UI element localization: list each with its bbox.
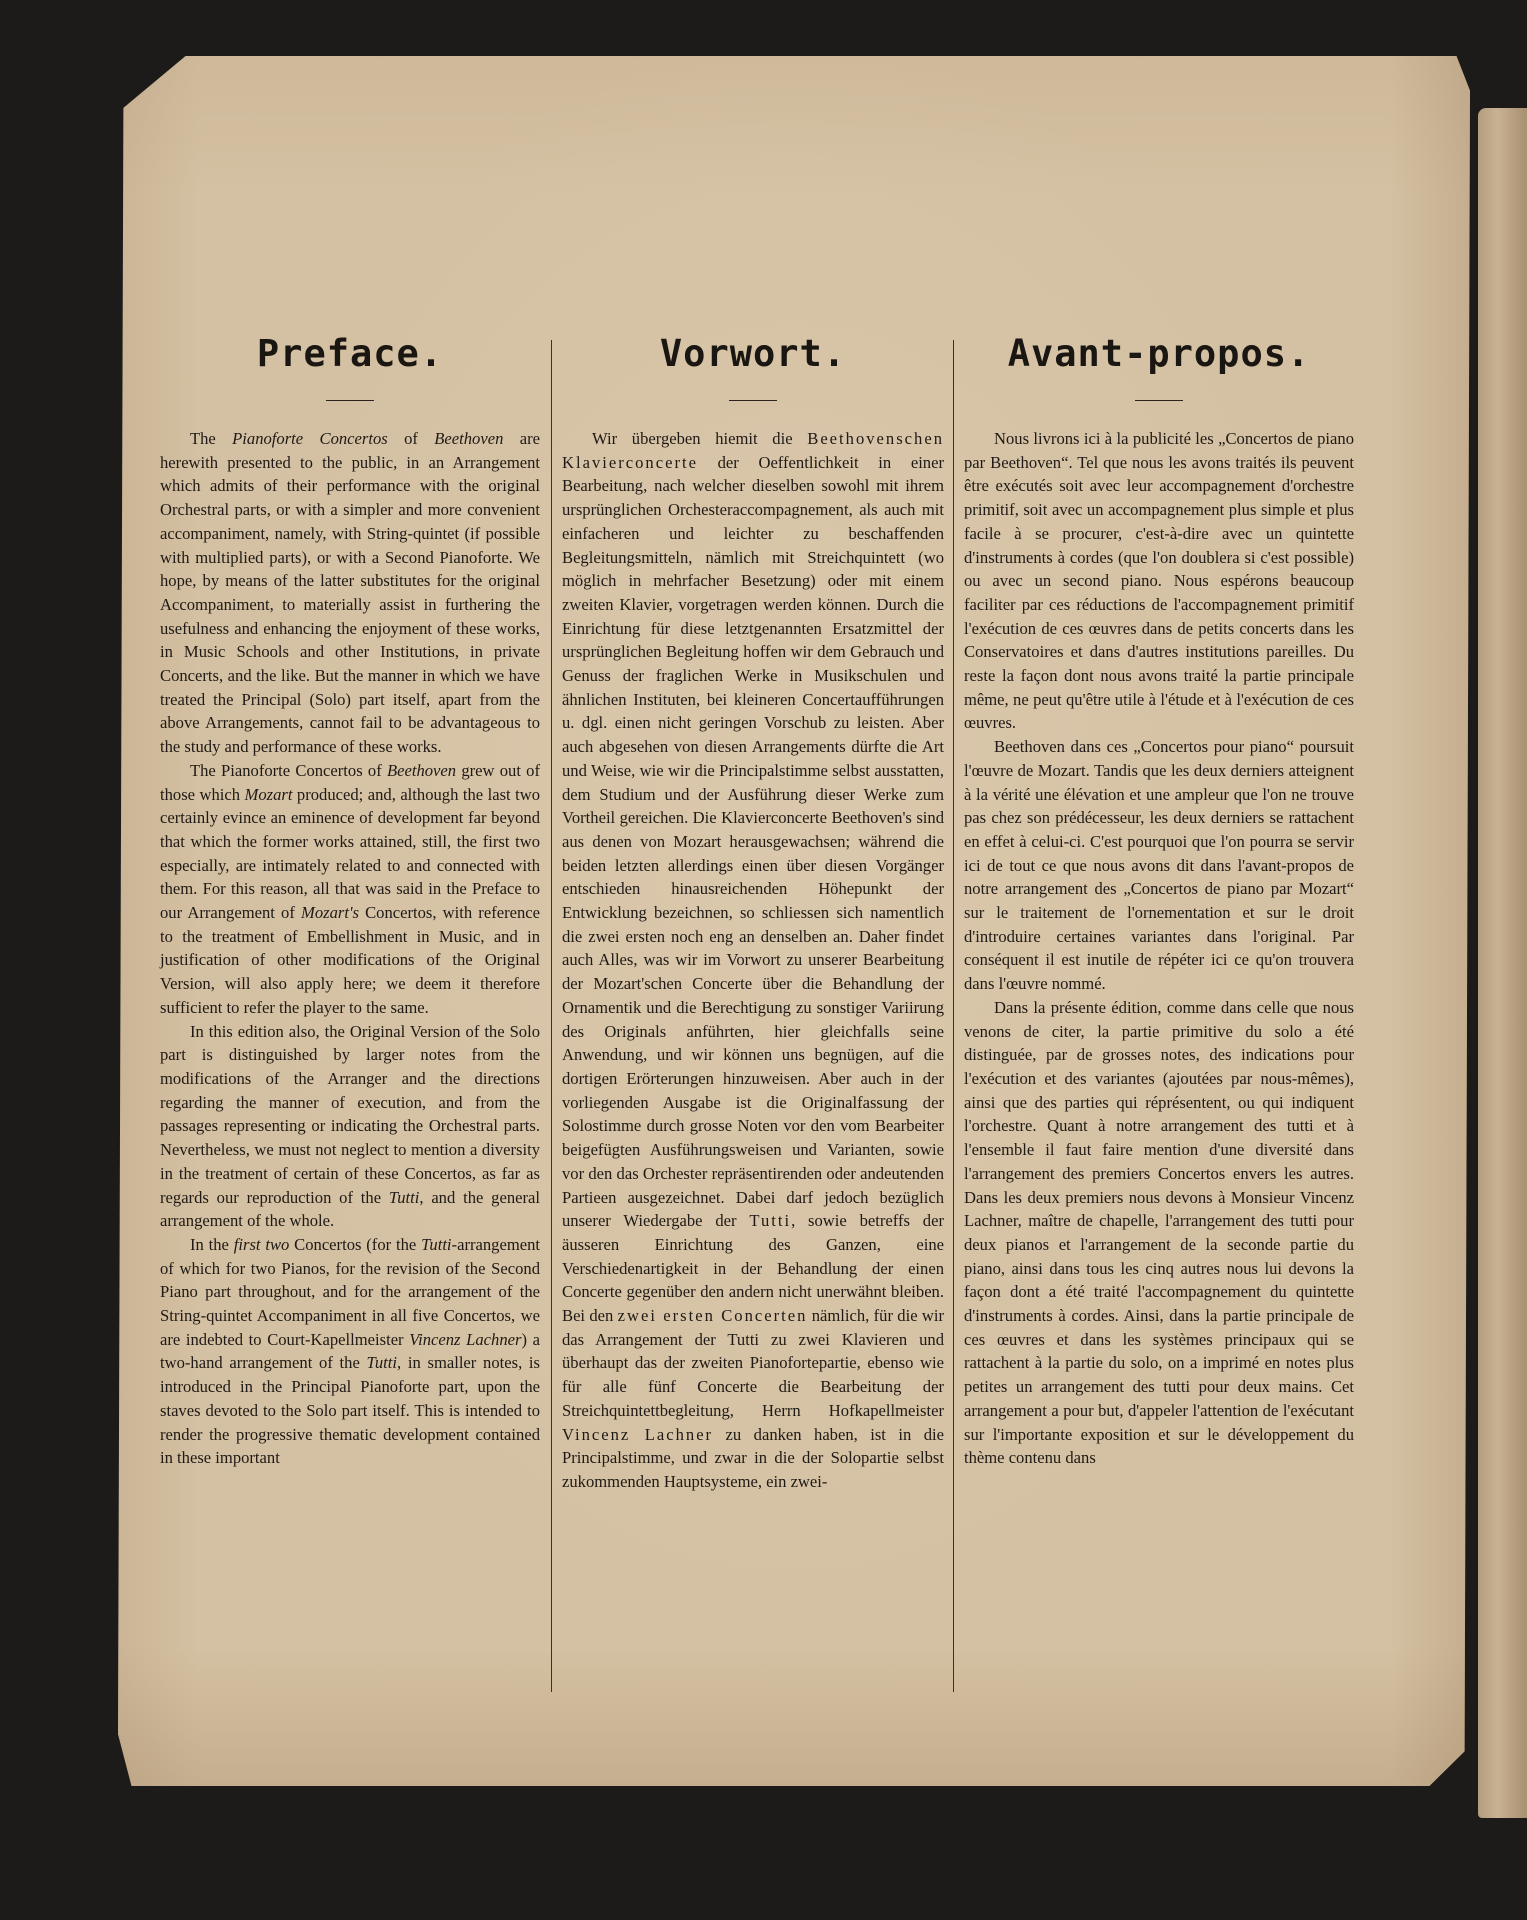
column-german (562, 330, 944, 1700)
preface-title: Preface. (256, 332, 444, 375)
preface-paragraph-2: The Pianoforte Concertos of Beethoven grew out of those which Mozart produced; and, although the last two certainly evince an eminence of development far beyond that which the former works attained, still, the first two especially, are intimately related to and connected with them. For this reason, all that was said in the Preface to our Arrangement of Mozart's Concertos, with reference to the treatment of Embellishment in Music, and in justification of other modifications of the Original Version, will also apply here; we deem it therefore sufficient to refer the player to the same. (160, 760, 541, 1017)
preface-body (160, 427, 540, 1470)
adjacent-page-edge (1478, 108, 1527, 1818)
column-french (964, 330, 1354, 1700)
preface-paragraph-4: In the first two Concertos (for the Tutti-arrangement of which for two Pianos, for the revision of the Second Piano part throughout, and for the arrangement of the String-quintet Accompaniment in all five Concertos, we are indebted to Court-Kapellmeister Vincenz Lachner) a two-hand arrangement of the Tutti, in smaller notes, is introduced in the Principal Pianoforte part, upon the staves devoted to the Solo part itself. This is intended to render the progressive thematic development contained in these important (160, 1234, 540, 1468)
avant-propos-paragraph-2: Beethoven dans ces „Concertos pour piano“ poursuit l'œuvre de Mozart. Tandis que les deux derniers atteignent à la vérité une élévation et une ampleur que l'on ne trouve pas chez son prédécesseur, les deux derniers se rattachent en effet à celui-ci. C'est pourquoi que l'on pourra se servir ici de tout ce que nous avons dit dans l'avant-propos de notre arrangement des „Concertos de piano par Mozart“ sur le traitement de l'ornementation et sur le droit d'introduire certaines variantes dans l'original. Par conséquent il est inutile de répéter ici ce qu'on trouvera dans l'œuvre nommé. (964, 737, 1354, 994)
preface-paragraph-3: In this edition also, the Original Version of the Solo part is distinguished by larger notes from the modifications of the Arranger and the directions regarding the manner of execution, and from the passages representing or indicating the Orchestral parts. Nevertheless, we must not neglect to mention a diversity in the treatment of certain of these Concertos, as far as regards our reproduction of the Tutti, and the general arrangement of the whole. (160, 1021, 541, 1231)
vorwort-title: Vorwort. (659, 332, 847, 375)
avant-propos-body (964, 427, 1354, 1470)
vorwort-body (562, 427, 944, 1494)
avant-propos-title: Avant-propos. (1007, 332, 1311, 375)
column-english (160, 330, 540, 1700)
column-divider-right (953, 340, 954, 1692)
title-rule (1135, 400, 1183, 401)
vorwort-paragraph-1: Wir übergeben hiemit die Beethovenschen Klavierconcerte der Oeffentlichkeit in einer Bearbeitung, nach welcher dieselben sowohl mit ihrem ursprünglichen Orchesteraccompagnement, als auch mit einfacheren und leichter zu beschaffenden Begleitungsmitteln, nämlich mit Streichquintett (wo möglich in mehrfacher Besetzung) oder mit einem zweiten Klavier, vorgetragen werden können. Durch die Einrichtung für diese letztgenannten Ersatzmittel der ursprünglichen Begleitung hoffen wir dem Gebrauch und Genuss der fraglichen Werke in Musikschulen und ähnlichen Instituten, bei kleineren Concertaufführungen u. dgl. einen nicht geringen Vorschub zu leisten. Aber auch abgesehen von diesen Arrangements dürfte die Art und Weise, wie wir die Principalstimme selbst ausstatten, dem Studium und der Ausführung dieser Werke zum Vortheil gereichen. Die Klavierconcerte Beethoven's sind aus denen von Mozart herausgewachsen; während die beiden letzten allerdings einen über diesen Vorgänger entschieden hinausreichenden Höhepunkt der Entwicklung bezeichnen, so schliessen sich namentlich die zwei ersten noch eng an denselben an. Daher findet auch Alles, was wir im Vorwort zu unserer Bearbeitung der Mozart'schen Concerte über die Behandlung der Ornamentik und die Berechtigung zu sonstiger Variirung des Originals anführten, hier gleichfalls seine Anwendung, und wir können uns begnügen, auf die dortigen Erörterungen hinzuweisen. Aber auch in der vorliegenden Ausgabe ist die Originalfassung der Solostimme durch grosse Noten vor den vom Bearbeiter beigefügten Ausführungsweisen und Varianten, sowie vor den das Orchester repräsentirenden oder andeutenden Partieen ausgezeichnet. Dabei darf jedoch bezüglich unserer Wiedergabe der Tutti, sowie betreffs der äusseren Einrichtung des Ganzen, eine Verschiedenartigkeit in der Behandlung der einen Concerte gegenüber den andern nicht unerwähnt bleiben. Bei den zwei ersten Concerten nämlich, für die wir das Arrangement der Tutti zu zwei Klavieren und überhaupt das der zweiten Pianofortepartie, ebenso wie für alle fünf Concerte die Bearbeitung der Streichquintettbegleitung, Herrn Hofkapellmeister Vincenz Lachner zu danken haben, ist in die Principalstimme, und zwar in die der Solopartie selbst zukommenden Hauptsysteme, ein zwei- (562, 429, 944, 1491)
title-rule (326, 400, 374, 401)
avant-propos-paragraph-1: Nous livrons ici à la publicité les „Concertos de piano par Beethoven“. Tel que nous les avons traités ils peuvent être exécutés soit avec leur accompagnement d'orchestre primitif, soit avec un accompagnement plus simple et plus facile à se procurer, c'est-à-dire avec un quintette d'instruments à cordes (que l'on doublera si c'est possible) ou avec un second piano. Nous espérons beaucoup faciliter par ces réductions de l'accompagnement primitif l'exécution de ces œuvres dans de petits concerts dans les Conservatoires et dans d'autres institutions pareilles. Du reste la façon dont nous avons traité la partie principale même, ne peut qu'être utile à l'étude et à l'exécution de ces œuvres. (964, 429, 1354, 733)
column-divider-left (551, 340, 552, 1692)
avant-propos-paragraph-3: Dans la présente édition, comme dans celle que nous venons de citer, la partie primitive du solo a été distinguée, par de grosses notes, des indications pour l'exécution et des variantes (ajoutées par nous-mêmes), ainsi que des parties qui réprésentent, ou qui indiquent l'orchestre. Quant à notre arrangement des tutti et à l'ensemble il faut faire mention d'une diversité dans l'arrangement des premiers Concertos envers les autres. Dans les deux premiers nous devons à Monsieur Vincenz Lachner, maître de chapelle, l'arrangement des tutti pour deux pianos et l'arrangement de la seconde partie du piano, ainsi dans tous les cinq autres nous lui devons la façon dont a été traité l'accompagnement du quintette d'instruments à cordes. Ainsi, dans la partie principale de ces œuvres et dans les systèmes principaux qui se rattachent à la partie du solo, on a imprimé en notes plus petites un arrangement des tutti pour deux mains. Cet arrangement a pour but, d'appeler l'attention de l'exécutant sur l'importante exposition et sur le développement du thème contenu dans (964, 997, 1354, 1468)
title-rule (729, 400, 777, 401)
preface-paragraph-1: The Pianoforte Concertos of Beethoven are herewith presented to the public, in an Arrangement which admits of their performance with the original Orchestral parts, or with a simpler and more convenient accompaniment, namely, with String-quintet (if possible with multiplied parts), or with a Second Pianoforte. We hope, by means of the latter substitutes for the original Accompaniment, to materially assist in furthering the usefulness and enhancing the enjoyment of these works, in Music Schools and other Institutions, in private Concerts, and the like. But the manner in which we have treated the Principal (Solo) part itself, apart from the above Arrangements, cannot fail to be advantageous to the study and performance of these works. (160, 429, 541, 757)
